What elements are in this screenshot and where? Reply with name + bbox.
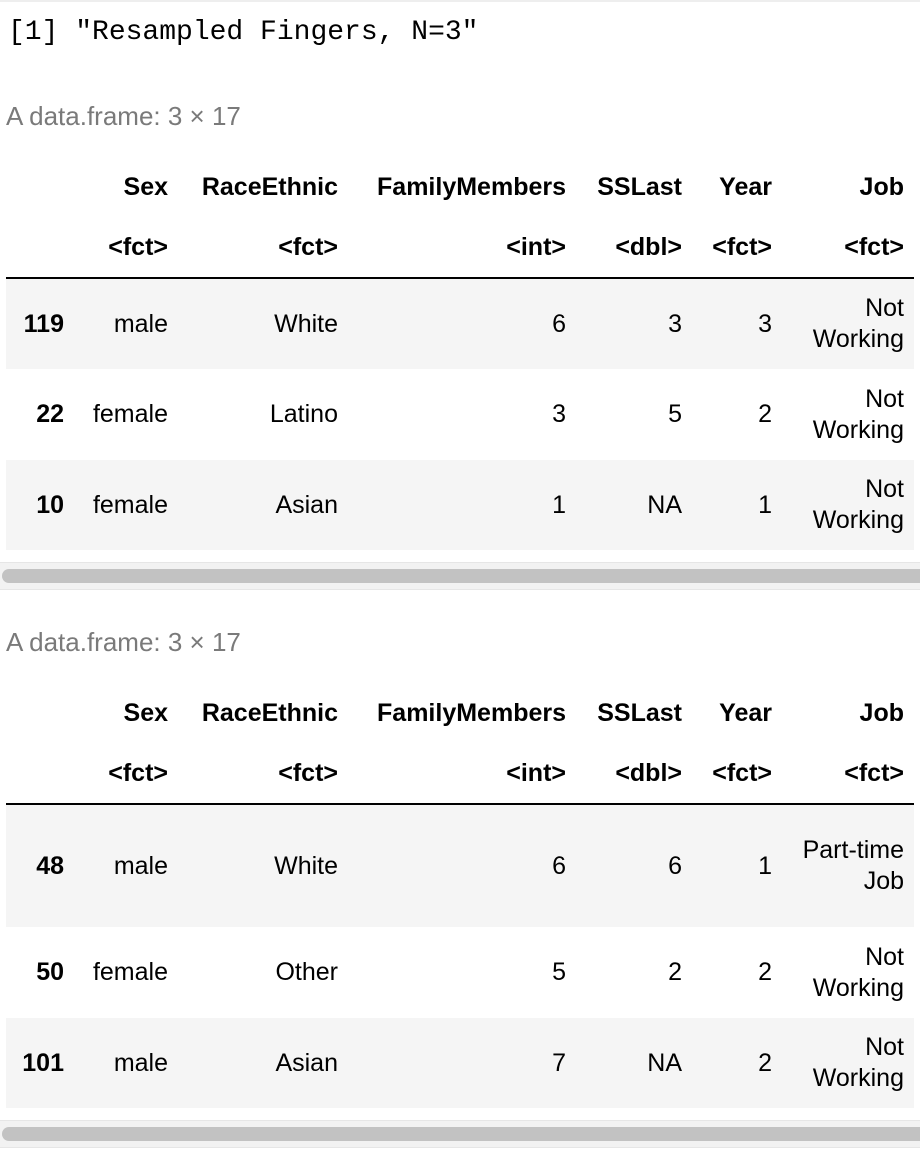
cell-year: 1 — [758, 490, 772, 519]
cell-sslast: NA — [647, 1048, 682, 1077]
rowname-type — [6, 217, 74, 278]
cell-familymembers: 6 — [552, 309, 566, 338]
cell-sslast: 2 — [668, 958, 682, 986]
cell-year: 1 — [758, 851, 772, 880]
cell-sex: female — [92, 400, 168, 428]
rowname-header — [6, 157, 74, 217]
table-row — [6, 804, 914, 927]
column-header-year: Year — [719, 172, 772, 201]
cell-sex: male — [113, 309, 168, 338]
cell-job: Not Working — [812, 475, 904, 534]
cell-raceethnic: Other — [275, 958, 338, 986]
cell-sex: female — [92, 490, 168, 519]
column-type-sslast: <dbl> — [615, 758, 682, 787]
column-header-sex: Sex — [123, 172, 168, 201]
column-type-job: <fct> — [844, 232, 904, 261]
cell-sslast: NA — [647, 490, 682, 519]
column-header-familymembers: FamilyMembers — [377, 172, 566, 201]
cell-raceethnic: Latino — [269, 400, 338, 428]
column-header-sex: Sex — [123, 698, 168, 727]
column-header-raceethnic: RaceEthnic — [201, 698, 338, 727]
column-type-year: <fct> — [712, 232, 772, 261]
cell-raceethnic: Asian — [275, 1048, 338, 1077]
row-name: 10 — [36, 490, 64, 519]
cell-raceethnic: Asian — [275, 490, 338, 519]
cell-year: 2 — [758, 958, 772, 986]
column-type-familymembers: <int> — [506, 232, 566, 261]
column-header-year: Year — [719, 698, 772, 727]
horizontal-scrollbar[interactable] — [0, 1120, 920, 1148]
row-name: 22 — [36, 400, 64, 428]
column-type-sex: <fct> — [108, 232, 168, 261]
cell-year: 2 — [758, 1048, 772, 1077]
cell-familymembers: 6 — [552, 851, 566, 880]
cell-job: Not Working — [812, 1033, 904, 1092]
table-row — [6, 460, 914, 550]
cell-familymembers: 7 — [552, 1048, 566, 1077]
column-header-familymembers: FamilyMembers — [377, 698, 566, 727]
column-name-row — [6, 157, 914, 217]
cell-year: 2 — [758, 400, 772, 428]
dataframe-table — [6, 683, 914, 1108]
cell-familymembers: 5 — [552, 958, 566, 986]
cell-sex: male — [113, 851, 168, 880]
cell-job: Not Working — [812, 294, 904, 353]
rowname-type — [6, 743, 74, 804]
column-header-job: Job — [859, 698, 904, 727]
horizontal-scrollbar[interactable] — [0, 562, 920, 590]
column-type-job: <fct> — [844, 758, 904, 787]
column-type-sslast: <dbl> — [615, 232, 682, 261]
cell-job: Not Working — [812, 384, 904, 444]
dataframe-caption: A data.frame: 3 × 17 — [6, 627, 241, 657]
cell-sex: male — [113, 1048, 168, 1077]
column-header-sslast: SSLast — [597, 172, 682, 201]
print-output: [1] "Resampled Fingers, N=3" — [8, 17, 479, 48]
column-type-year: <fct> — [712, 758, 772, 787]
cell-raceethnic: White — [274, 851, 338, 880]
table-row — [6, 927, 914, 1018]
scrollbar-thumb[interactable] — [2, 1127, 920, 1141]
table-row — [6, 278, 914, 369]
column-type-sex: <fct> — [108, 758, 168, 787]
cell-sslast: 3 — [668, 309, 682, 338]
top-divider — [0, 0, 920, 2]
scrollbar-thumb[interactable] — [2, 569, 920, 583]
cell-raceethnic: White — [274, 309, 338, 338]
dataframe-caption: A data.frame: 3 × 17 — [6, 101, 241, 131]
column-header-raceethnic: RaceEthnic — [201, 172, 338, 201]
table-row — [6, 369, 914, 460]
row-name: 50 — [36, 958, 64, 986]
column-name-row — [6, 683, 914, 743]
column-type-familymembers: <int> — [506, 758, 566, 787]
column-type-row — [6, 743, 914, 804]
cell-familymembers: 1 — [552, 490, 566, 519]
column-type-row — [6, 217, 914, 278]
cell-familymembers: 3 — [552, 400, 566, 428]
cell-sex: female — [92, 958, 168, 986]
dataframe-table — [6, 157, 914, 550]
cell-job: Not Working — [812, 942, 904, 1002]
cell-sslast: 6 — [668, 851, 682, 880]
row-name: 48 — [36, 851, 64, 880]
column-type-raceethnic: <fct> — [278, 232, 338, 261]
cell-sslast: 5 — [668, 400, 682, 428]
row-name: 119 — [23, 309, 64, 338]
cell-year: 3 — [758, 309, 772, 338]
table-row — [6, 1018, 914, 1108]
rowname-header — [6, 683, 74, 743]
row-name: 101 — [22, 1048, 64, 1077]
column-header-job: Job — [859, 172, 904, 201]
cell-job: Part-time Job — [802, 836, 904, 895]
column-header-sslast: SSLast — [597, 698, 682, 727]
column-type-raceethnic: <fct> — [278, 758, 338, 787]
